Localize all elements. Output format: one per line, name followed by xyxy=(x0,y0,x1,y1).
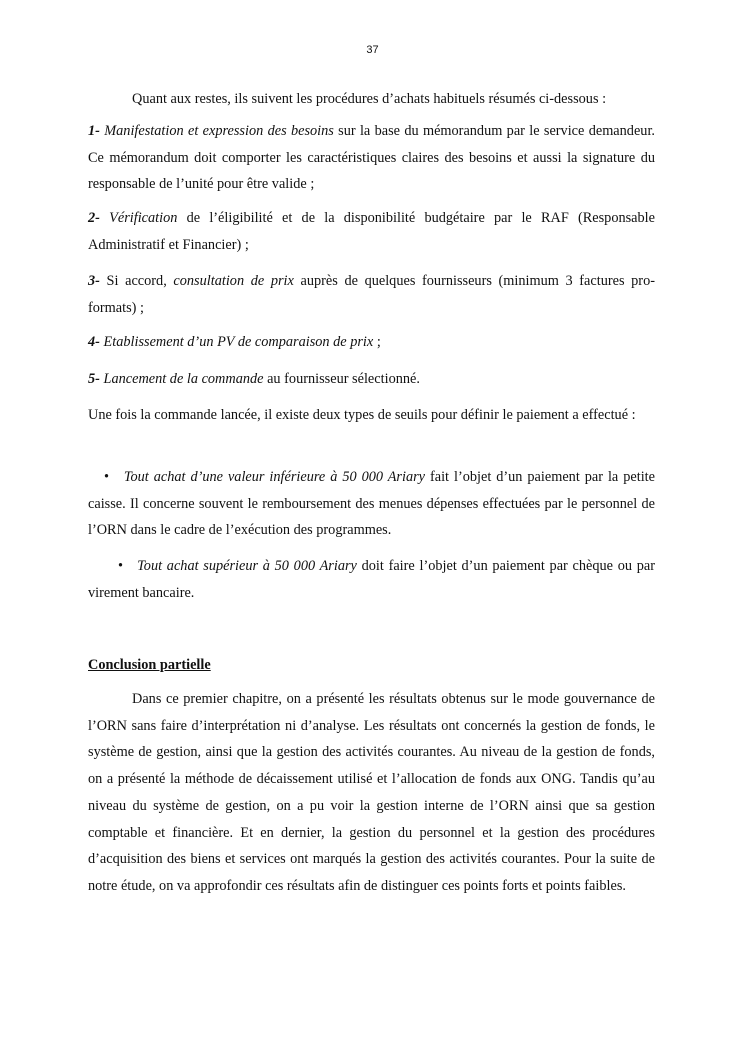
step-1-paragraph xyxy=(88,118,655,198)
bullet-text: fait l’objet d’un paiement par la petite caisse. Il concerne souvent le remboursement des menues dépenses effectuées par le personnel de l’ORN dans le cadre de l’exécution des programmes. xyxy=(88,469,655,538)
step-number: 3- xyxy=(88,273,100,289)
step-prefix-text: Si accord, xyxy=(99,273,174,289)
step-4-paragraph xyxy=(88,329,655,356)
bullet-item-small-purchase xyxy=(88,464,655,544)
bullet-icon: • xyxy=(104,469,110,485)
page-number: 37 xyxy=(366,44,379,56)
step-italic-text: Manifestation et expression des besoins xyxy=(104,123,334,139)
conclusion-heading: Conclusion partielle xyxy=(88,657,211,673)
step-italic-text: Etablissement d’un PV de comparaison de prix xyxy=(103,334,374,350)
step-number: 2- xyxy=(88,210,100,226)
intro-paragraph: Quant aux restes, ils suivent les procédures d’achats habituels résumés ci-dessous : xyxy=(132,91,607,107)
step-text: au fournisseur sélectionné. xyxy=(263,371,420,387)
step-number: 1- xyxy=(88,123,100,139)
step-text: ; xyxy=(373,334,381,350)
step-italic-text: consultation de prix xyxy=(173,273,294,289)
step-3-paragraph xyxy=(88,268,655,321)
threshold-intro-paragraph: Une fois la commande lancée, il existe deux types de seuils pour définir le paiement a effectué : xyxy=(88,407,636,423)
step-5-paragraph xyxy=(88,366,655,393)
bullet-italic-text: Tout achat supérieur à 50 000 Ariary xyxy=(137,558,357,574)
step-2-paragraph xyxy=(88,205,655,258)
bullet-italic-text: Tout achat d’une valeur inférieure à 50 000 Ariary xyxy=(123,469,426,485)
bullet-item-large-purchase xyxy=(88,553,655,606)
step-text: auprès de quelques fournisseurs (minimum 3 factures pro-formats) ; xyxy=(88,273,655,316)
step-text: de l’éligibilité et de la disponibilité budgétaire par le RAF (Responsable Administratif et Financier) ; xyxy=(88,210,655,253)
step-text: sur la base du mémorandum par le service demandeur. Ce mémorandum doit comporter les caractéristiques claires des besoins et aussi la signature du responsable de l’unité pour être valide ; xyxy=(88,123,655,192)
step-number: 4- xyxy=(88,334,100,350)
step-italic-text: Vérification xyxy=(109,210,178,226)
step-italic-text: Lancement de la commande xyxy=(103,371,264,387)
step-number: 5- xyxy=(88,371,100,387)
bullet-icon: • xyxy=(118,558,124,574)
bullet-text: doit faire l’objet d’un paiement par chèque ou par virement bancaire. xyxy=(88,558,655,601)
conclusion-paragraph: Dans ce premier chapitre, on a présenté les résultats obtenus sur le mode gouvernance de l’ORN sans faire d’interprétation ni d’analyse. Les résultats ont concernés la gestion de fonds, le système de gestion, ainsi que la gestion des activités courantes. Au niveau de la gestion de fonds, on a présenté la méthode de décaissement utilisé et l’allocation de fonds aux ONG. Tandis qu’au niveau du système de gestion, on a pu voir la gestion interne de l’ORN ainsi que sa gestion comptable et financière. Et en dernier, la gestion du personnel et la gestion des procédures d’acquisition des biens et services ont marqués la gestion des activités courantes. Pour la suite de notre étude, on va approfondir ces résultats afin de distinguer ces points forts et points faibles. xyxy=(88,691,655,894)
